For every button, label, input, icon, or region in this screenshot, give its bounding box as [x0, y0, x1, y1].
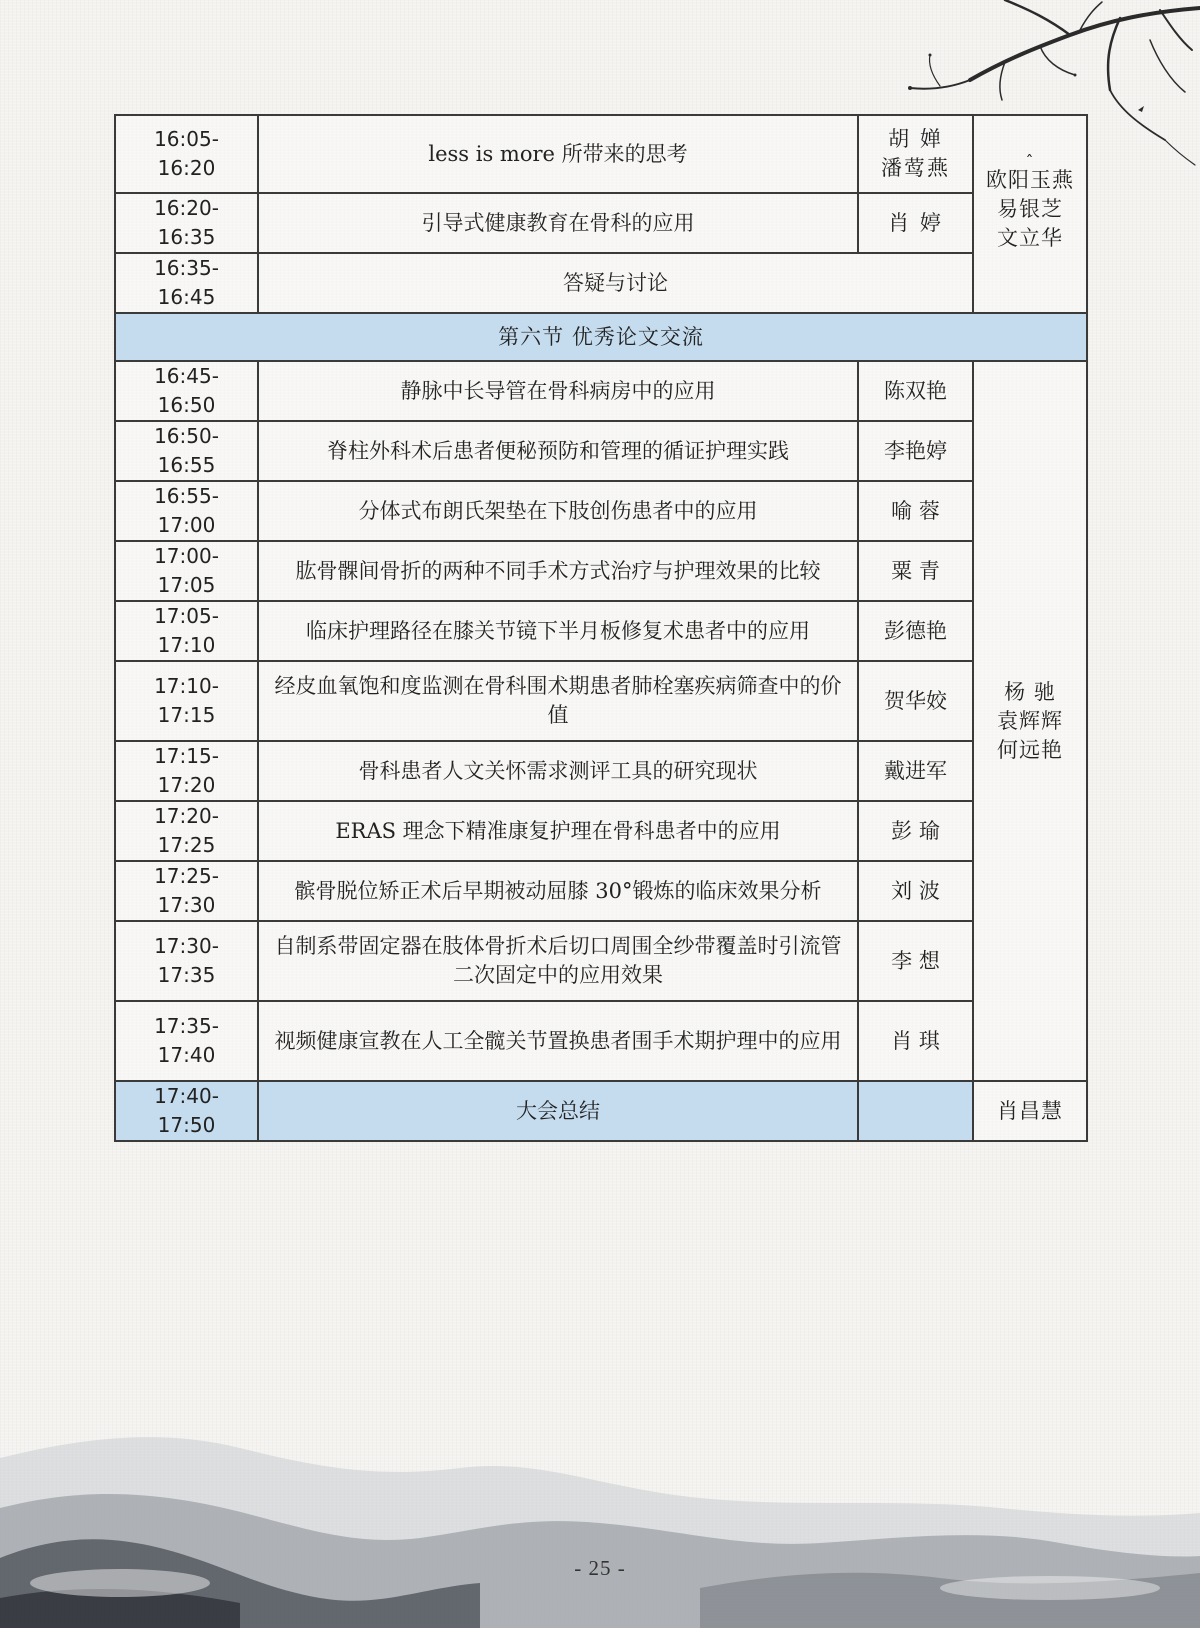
- time-cell: 17:20-17:25: [115, 801, 258, 861]
- time-cell: 17:25-17:30: [115, 861, 258, 921]
- page-number: - 25 -: [574, 1556, 626, 1580]
- table-row: [115, 115, 1087, 193]
- caret-mark: ˆ: [1025, 151, 1035, 171]
- table-row: [115, 921, 1087, 1001]
- speaker-cell: 彭德艳: [858, 601, 973, 661]
- title-cell: 答疑与讨论: [258, 253, 973, 313]
- title-cell: 视频健康宣教在人工全髋关节置换患者围手术期护理中的应用: [258, 1001, 858, 1081]
- table-row: [115, 481, 1087, 541]
- title-cell: 脊柱外科术后患者便秘预防和管理的循证护理实践: [258, 421, 858, 481]
- title-cell: 大会总结: [258, 1081, 858, 1141]
- time-cell: 17:15-17:20: [115, 741, 258, 801]
- schedule-table: [114, 114, 1088, 1142]
- table-row: [115, 253, 1087, 313]
- time-cell: 16:55-17:00: [115, 481, 258, 541]
- speaker-cell: [858, 193, 973, 253]
- speaker-cell: 戴进军: [858, 741, 973, 801]
- title-cell: 经皮血氧饱和度监测在骨科围术期患者肺栓塞疾病筛查中的价值: [258, 661, 858, 741]
- host-name: 何远艳: [997, 737, 1063, 762]
- time-cell: 17:30-17:35: [115, 921, 258, 1001]
- host-cell: 肖昌慧: [973, 1081, 1087, 1141]
- table-row: [115, 661, 1087, 741]
- table-row: [115, 601, 1087, 661]
- speaker-cell: [858, 1081, 973, 1141]
- speaker-cell: 贺华姣: [858, 661, 973, 741]
- table-row: [115, 861, 1087, 921]
- speaker-cell: 刘 波: [858, 861, 973, 921]
- title-cell: 临床护理路径在膝关节镜下半月板修复术患者中的应用: [258, 601, 858, 661]
- section-header-row: [115, 313, 1087, 361]
- title-cell: 髌骨脱位矫正术后早期被动屈膝 30°锻炼的临床效果分析: [258, 861, 858, 921]
- closing-row: [115, 1081, 1087, 1141]
- time-cell: 16:05-16:20: [115, 115, 258, 193]
- time-cell: 16:50-16:55: [115, 421, 258, 481]
- speaker-name: 肖 婷: [888, 210, 943, 235]
- time-cell: 17:35-17:40: [115, 1001, 258, 1081]
- speaker-cell: 李艳婷: [858, 421, 973, 481]
- title-cell: 引导式健康教育在骨科的应用: [258, 193, 858, 253]
- speaker-name: 潘莺燕: [881, 156, 950, 180]
- table-row: [115, 741, 1087, 801]
- speaker-name: 胡 婵: [888, 127, 943, 151]
- speaker-cell: 喻 蓉: [858, 481, 973, 541]
- table-row: [115, 1001, 1087, 1081]
- mountain-landscape-decoration: [0, 1398, 1200, 1628]
- time-cell: 16:20-16:35: [115, 193, 258, 253]
- table-row: [115, 541, 1087, 601]
- time-cell: 17:05-17:10: [115, 601, 258, 661]
- speaker-cell: 粟 青: [858, 541, 973, 601]
- speaker-cell: [858, 115, 973, 193]
- time-cell: 17:40-17:50: [115, 1081, 258, 1141]
- time-cell: 17:10-17:15: [115, 661, 258, 741]
- title-cell: 分体式布朗氏架垫在下肢创伤患者中的应用: [258, 481, 858, 541]
- table-row: [115, 361, 1087, 421]
- time-cell: 16:45-16:50: [115, 361, 258, 421]
- speaker-cell: 陈双艳: [858, 361, 973, 421]
- title-cell: 自制系带固定器在肢体骨折术后切口周围全纱带覆盖时引流管二次固定中的应用效果: [258, 921, 858, 1001]
- host-name: 易银芝: [997, 196, 1063, 221]
- title-cell: 肱骨髁间骨折的两种不同手术方式治疗与护理效果的比较: [258, 541, 858, 601]
- host-name: 欧阳玉燕: [986, 167, 1074, 192]
- time-cell: 16:35-16:45: [115, 253, 258, 313]
- title-cell: 骨科患者人文关怀需求测评工具的研究现状: [258, 741, 858, 801]
- speaker-cell: 肖 琪: [858, 1001, 973, 1081]
- table-row: [115, 421, 1087, 481]
- time-cell: 17:00-17:05: [115, 541, 258, 601]
- title-cell: ERAS 理念下精准康复护理在骨科患者中的应用: [258, 801, 858, 861]
- section-title: 第六节 优秀论文交流: [115, 313, 1087, 361]
- title-cell: less is more 所带来的思考: [258, 115, 858, 193]
- title-cell: 静脉中长导管在骨科病房中的应用: [258, 361, 858, 421]
- table-row: [115, 193, 1087, 253]
- host-cell: [973, 115, 1087, 313]
- host-name: 袁辉辉: [997, 708, 1063, 733]
- host-name: 文立华: [997, 225, 1063, 250]
- speaker-cell: 李 想: [858, 921, 973, 1001]
- host-cell: [973, 361, 1087, 1081]
- host-name: 杨 驰: [1004, 679, 1056, 704]
- speaker-cell: 彭 瑜: [858, 801, 973, 861]
- table-row: [115, 801, 1087, 861]
